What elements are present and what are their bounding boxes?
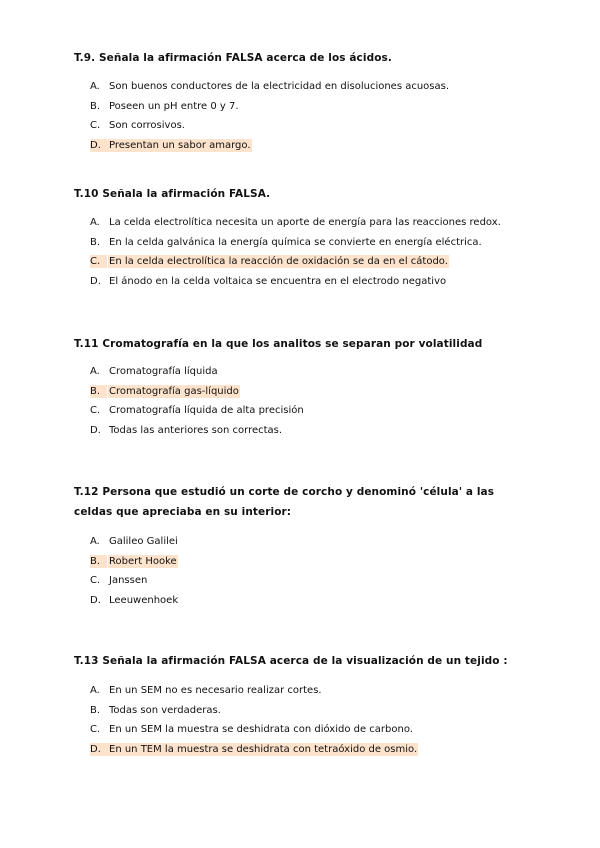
option-c[interactable] <box>74 574 514 587</box>
option-text: En la celda electrolítica la reacción de oxidación se da en el cátodo. <box>109 256 448 267</box>
option-text: Janssen <box>109 575 148 586</box>
option-c[interactable] <box>74 404 514 417</box>
option-text: Cromatografía gas-líquido <box>109 385 239 397</box>
option-text: Poseen un pH entre 0 y 7. <box>109 100 239 112</box>
options-list <box>74 684 514 756</box>
question-t11 <box>74 334 514 443</box>
option-c[interactable] <box>74 119 514 132</box>
option-b[interactable] <box>74 704 514 717</box>
option-b[interactable] <box>74 236 514 249</box>
option-letter: B. <box>90 385 107 398</box>
option-letter: D. <box>90 424 101 436</box>
option-letter: D. <box>90 139 108 152</box>
option-text: Cromatografía líquida de alta precisión <box>109 405 304 416</box>
question-t9 <box>74 48 514 158</box>
question-title: T.11 Cromatografía en la que los analitos se separan por volatilidad <box>74 338 483 350</box>
option-a[interactable] <box>74 80 514 93</box>
option-text: Galileo Galilei <box>109 536 178 547</box>
option-letter: B. <box>90 100 101 112</box>
question-title: T.10 Señala la afirmación FALSA. <box>74 188 271 200</box>
option-letter: B. <box>90 555 107 568</box>
option-letter: B. <box>90 704 101 716</box>
option-a[interactable] <box>74 216 514 229</box>
option-text: La celda electrolítica necesita un aporte de energía para las reacciones redox. <box>109 217 501 228</box>
option-letter: A. <box>90 81 100 92</box>
option-text: Presentan un sabor amargo. <box>109 139 251 151</box>
option-d[interactable] <box>74 594 514 607</box>
option-letter: A. <box>90 685 100 696</box>
option-text: Leeuwenhoek <box>109 594 179 606</box>
option-d[interactable] <box>74 275 514 288</box>
option-a[interactable] <box>74 365 514 378</box>
option-letter: B. <box>90 236 101 248</box>
option-text: En un SEM no es necesario realizar cortes. <box>109 685 322 696</box>
option-d[interactable] <box>74 743 514 756</box>
option-letter: D. <box>90 594 101 606</box>
option-text: En un SEM la muestra se deshidrata con dióxido de carbono. <box>109 724 413 735</box>
option-letter: C. <box>90 724 101 735</box>
option-b[interactable] <box>74 100 514 113</box>
options-list <box>74 216 514 288</box>
option-b[interactable] <box>74 385 514 398</box>
option-text: El ánodo en la celda voltaica se encuentra en el electrodo negativo <box>109 275 447 287</box>
option-letter: C. <box>90 575 101 586</box>
option-letter: A. <box>90 217 100 228</box>
option-text: Robert Hooke <box>109 555 177 567</box>
question-title-line-1: T.12 Persona que estudió un corte de corcho y denominó 'célula' a las <box>74 486 495 498</box>
option-b[interactable] <box>74 555 514 568</box>
option-letter: A. <box>90 366 100 377</box>
options-list <box>74 365 514 437</box>
option-letter: A. <box>90 536 100 547</box>
option-text: Todas son verdaderas. <box>109 704 221 716</box>
option-c[interactable] <box>74 723 514 736</box>
option-d[interactable] <box>74 139 514 152</box>
option-text: Son corrosivos. <box>109 120 185 131</box>
option-letter: C. <box>90 120 101 131</box>
option-letter: C. <box>90 405 101 416</box>
option-c[interactable] <box>74 255 514 268</box>
option-text: Cromatografía líquida <box>109 366 218 377</box>
question-title-line-2: celdas que apreciaba en su interior: <box>74 506 292 518</box>
option-d[interactable] <box>74 424 514 437</box>
option-text: En la celda galvánica la energía química se convierte en energía eléctrica. <box>109 236 482 248</box>
option-text: Son buenos conductores de la electricidad en disoluciones acuosas. <box>109 81 450 92</box>
option-a[interactable] <box>74 535 514 548</box>
question-title: T.13 Señala la afirmación FALSA acerca de la visualización de un tejido : <box>74 655 508 667</box>
option-letter: D. <box>90 743 108 756</box>
options-list <box>74 80 514 152</box>
option-text: En un TEM la muestra se deshidrata con tetraóxido de osmio. <box>109 743 418 755</box>
question-t13 <box>74 651 514 762</box>
option-text: Todas las anteriores son correctas. <box>109 424 283 436</box>
option-a[interactable] <box>74 684 514 697</box>
option-letter: C. <box>90 255 107 268</box>
option-letter: D. <box>90 275 101 287</box>
options-list <box>74 535 514 607</box>
question-t10 <box>74 184 514 294</box>
question-t12 <box>74 482 514 613</box>
question-title: T.9. Señala la afirmación FALSA acerca de los ácidos. <box>74 52 392 64</box>
